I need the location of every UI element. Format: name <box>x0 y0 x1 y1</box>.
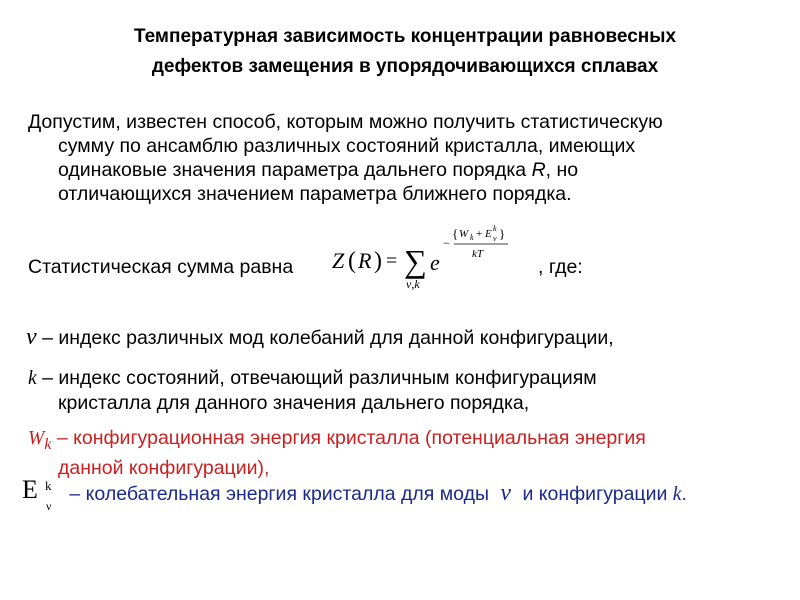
stat-sum-where: , где: <box>538 256 583 278</box>
nu-description: – индекс различных мод колебаний для данной конфигурации, <box>36 327 614 349</box>
partition-function-formula <box>330 224 530 296</box>
formula-z: Z <box>332 248 345 273</box>
formula-sum-index: ν,k <box>406 277 420 291</box>
e-k-symbol: k <box>672 484 682 506</box>
definition-e <box>22 475 782 513</box>
e-description-a: – колебательная энергия кристалла для моды <box>64 483 495 506</box>
formula-close-paren: ) <box>374 248 382 274</box>
intro-line-4: отличающихся значением параметра ближнего порядка. <box>58 183 572 205</box>
e-symbol <box>22 475 64 513</box>
formula-denominator: kT <box>472 248 483 260</box>
formula-e: E <box>485 228 492 240</box>
k-description-line-1: – индекс состояний, отвечающий различным конфигурациям <box>36 367 597 389</box>
formula-exp-base: e <box>430 250 440 275</box>
intro-line-3-end: , но <box>545 159 579 181</box>
formula-open-brace: { <box>452 226 459 241</box>
slide-title <box>60 22 750 82</box>
w-description-line-1: – конфигурационная энергия кристалла (потенциальная энергия <box>51 427 646 449</box>
definition-nu <box>26 325 614 350</box>
title-line-2: дефектов замещения в упорядочивающихся сплавах <box>151 56 659 77</box>
e-symbol-superscript: k <box>45 478 52 493</box>
w-symbol-subscript: k <box>44 434 52 453</box>
formula-open-paren: ( <box>348 248 356 274</box>
formula-close-brace: } <box>499 226 506 241</box>
formula-equals: = <box>386 250 398 272</box>
formula-e-sub: ν <box>493 234 497 243</box>
intro-line-3 <box>28 158 788 182</box>
w-symbol: W <box>28 428 45 449</box>
formula-e-sup: k <box>493 224 497 233</box>
k-symbol: k <box>28 368 37 389</box>
formula-plus: + <box>476 228 483 240</box>
e-symbol-subscript: ν <box>46 499 52 513</box>
w-description-line-2: данной конфигурации), <box>58 456 270 479</box>
intro-paragraph <box>28 110 788 206</box>
intro-symbol-r: R <box>531 159 546 181</box>
e-symbol-letter: E <box>22 475 38 504</box>
intro-line-3-text: одинаковые значения параметра дальнего порядка <box>58 159 532 181</box>
title-line-1: Температурная зависимость концентрации равновесных <box>133 26 677 47</box>
intro-line-1: Допустим, известен способ, которым можно получить статистическую <box>28 111 663 133</box>
e-description-b: и конфигурации <box>517 483 673 506</box>
nu-symbol: ν <box>26 324 37 350</box>
k-description-line-2: кристалла для данного значения дальнего порядка, <box>58 392 530 414</box>
formula-minus: − <box>443 236 450 250</box>
formula-w: W <box>459 228 469 240</box>
formula-w-sub: k <box>470 233 474 242</box>
e-description-end: . <box>681 483 687 506</box>
intro-line-2: сумму по ансамблю различных состояний кристалла, имеющих <box>58 135 636 157</box>
definition-k <box>28 366 788 415</box>
formula-sum-sign: ∑ <box>404 243 427 279</box>
e-nu-symbol: ν <box>500 480 512 507</box>
formula-r: R <box>358 248 372 273</box>
definition-w <box>28 426 788 480</box>
stat-sum-label: Статистическая сумма равна <box>28 256 294 278</box>
